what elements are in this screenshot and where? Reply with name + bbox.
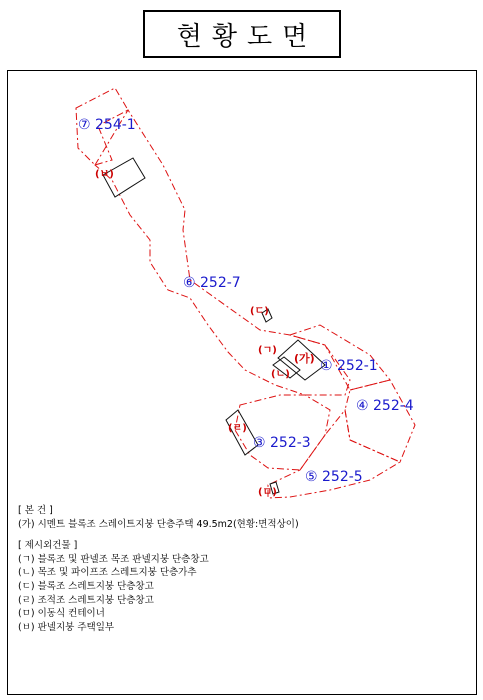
marker-da: (ㄷ) xyxy=(250,306,269,317)
legend-extra-item: (ㅁ) 이동식 컨테이너 xyxy=(18,608,105,620)
marker-ga: (가) xyxy=(294,352,315,365)
lot-label-252-1: ① 252-1 xyxy=(320,358,378,374)
legend-extra-item: (ㄷ) 블록조 스레트지붕 단층창고 xyxy=(18,580,154,592)
legend-main-item: (가) 시멘트 블록조 스레이트지붕 단층주택 49.5m2(현황:면적상이) xyxy=(18,518,299,530)
lot-label-252-3: ③ 252-3 xyxy=(253,435,311,451)
legend xyxy=(18,504,299,634)
lot-label-254-1: ⑦ 254-1 xyxy=(78,117,136,133)
legend-extra-item: (ㄹ) 조적조 스레트지붕 단층창고 xyxy=(18,594,154,606)
parcel-252-3-boundary xyxy=(235,395,330,470)
marker-ga2: (ㄱ) xyxy=(258,345,277,356)
parcel-252-4-boundary xyxy=(345,380,415,462)
legend-main-heading: [ 본 건 ] xyxy=(18,505,53,516)
marker-ba: (ㅂ) xyxy=(95,169,114,180)
marker-ma: (ㅁ) xyxy=(258,487,277,498)
lot-label-252-7: ⑥ 252-7 xyxy=(183,275,241,291)
legend-extra-item: (ㅂ) 판넬지붕 주택일부 xyxy=(18,621,115,633)
lot-label-252-5: ⑤ 252-5 xyxy=(305,469,363,485)
legend-extra-item: (ㄴ) 목조 및 파이프조 스레트지붕 단층가추 xyxy=(18,567,197,579)
legend-extra-item: (ㄱ) 블록조 및 판넬조 목조 판넬지붕 단층창고 xyxy=(18,553,209,565)
lot-label-252-4: ④ 252-4 xyxy=(356,398,414,414)
marker-ra: (ㄹ) xyxy=(228,423,247,434)
legend-extra-heading: [ 제시외건물 ] xyxy=(18,540,78,552)
marker-na: (ㄴ) xyxy=(271,369,290,380)
page-title: 현황도면 xyxy=(176,21,318,52)
legend-spacer xyxy=(18,531,299,539)
